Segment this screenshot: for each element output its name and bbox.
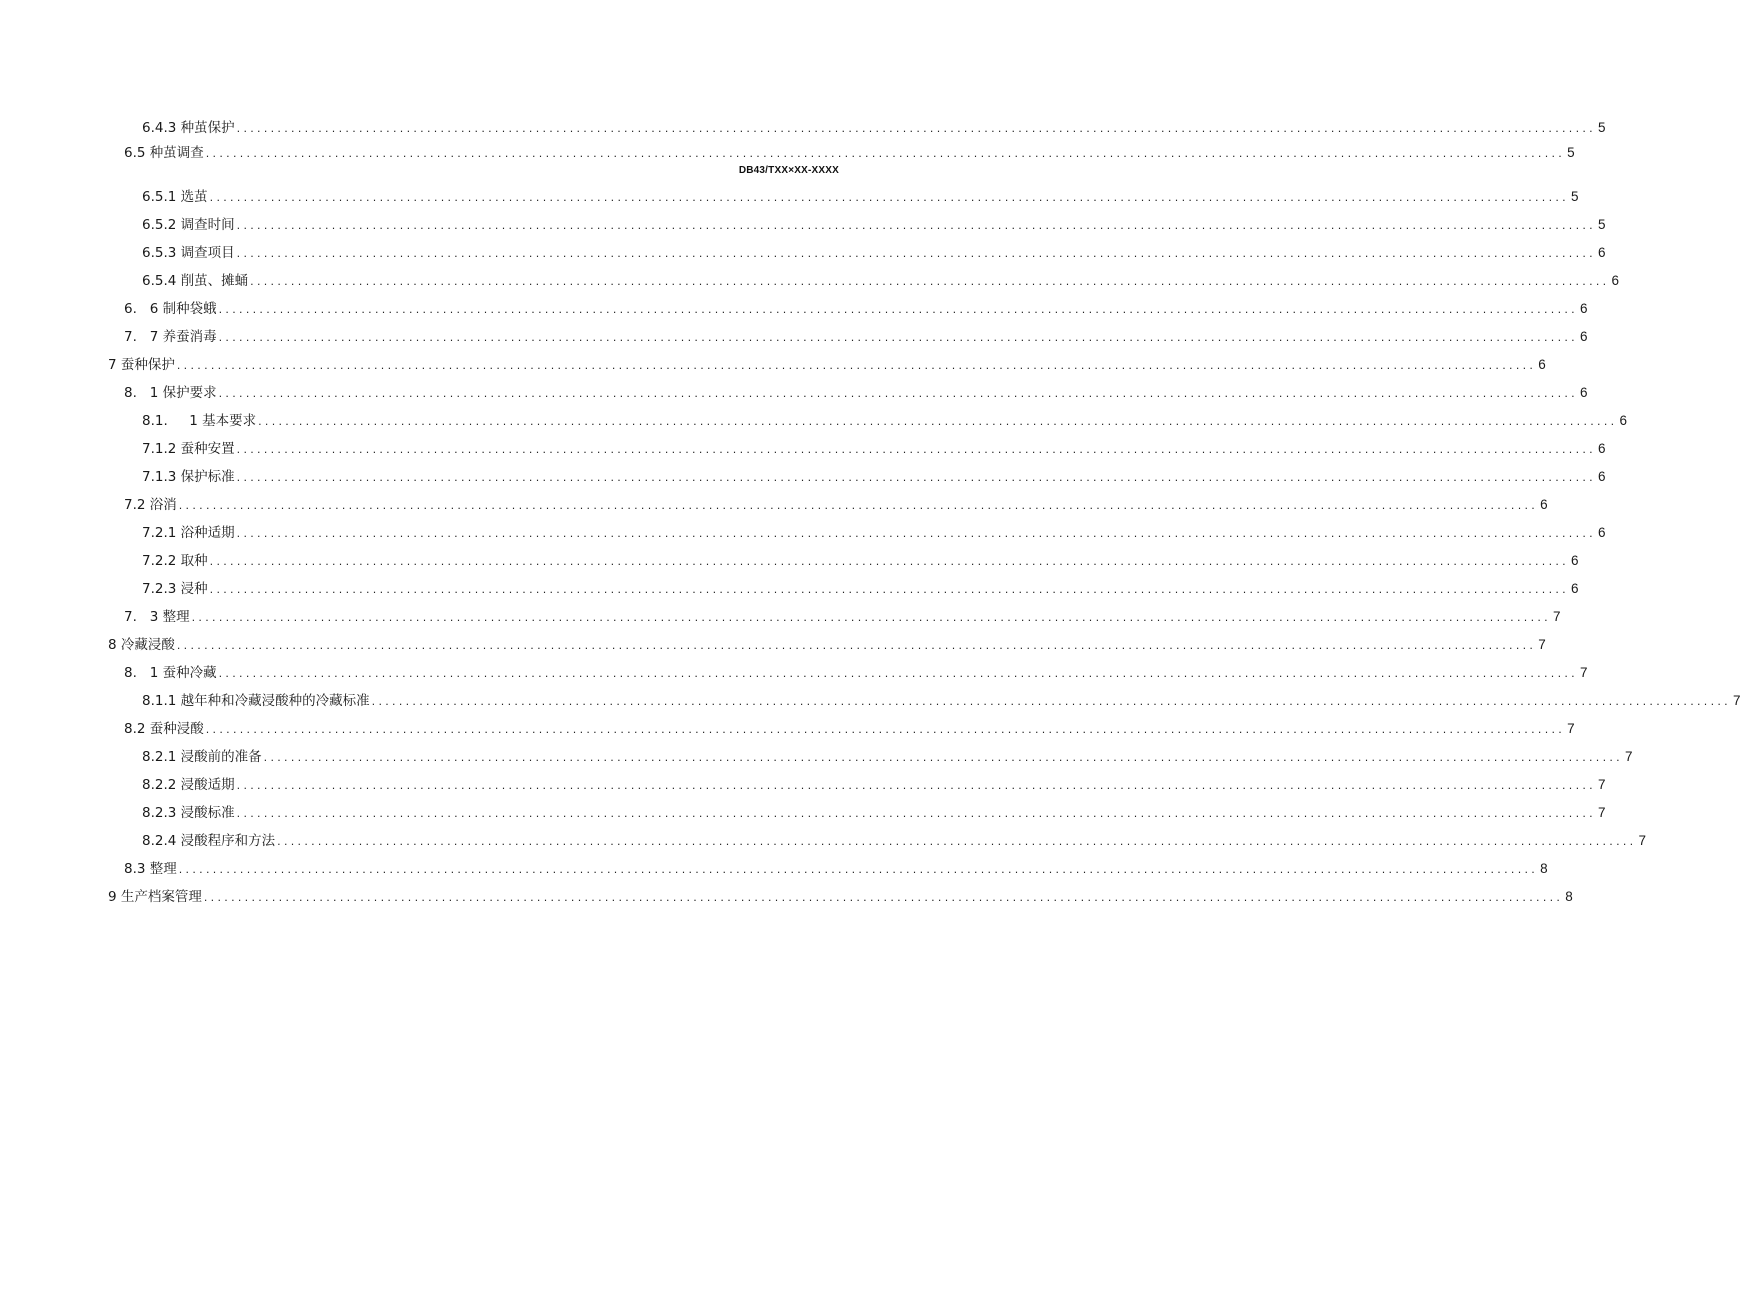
toc-page-number: 6	[1579, 385, 1588, 400]
toc-page-number: 7	[1538, 637, 1546, 652]
toc-entry-label: 7. 3 整理	[124, 609, 190, 625]
toc-page-number: 7	[1624, 749, 1633, 764]
dot-leader: ........................................................................................................................................................................................................	[205, 147, 1566, 160]
toc-entry-label: 8.1. 1 基本要求	[142, 413, 257, 429]
toc-entry[interactable]	[108, 887, 1573, 907]
dot-leader: ........................................................................................................................................................................................................	[218, 303, 1578, 316]
toc-entry-label: 7. 7 养蚕消毒	[124, 329, 217, 345]
toc-entry-label: 7.2.2 取种	[142, 553, 208, 569]
toc-entry-label: 6.5.3 调查项目	[142, 245, 235, 261]
toc-entry-label: 8.2.3 浸酸标准	[142, 805, 235, 821]
toc-page-number: 5	[1570, 189, 1579, 204]
toc-entry[interactable]	[142, 411, 1627, 431]
toc-entry[interactable]	[142, 775, 1606, 795]
dot-leader: ........................................................................................................................................................................................................	[263, 751, 1623, 764]
document-code: DB43/TXX×XX-XXXX	[738, 165, 839, 176]
dot-leader: ........................................................................................................................................................................................................	[209, 555, 1569, 568]
dot-leader: ........................................................................................................................................................................................................	[218, 667, 1578, 680]
dot-leader: ........................................................................................................................................................................................................	[203, 891, 1564, 904]
toc-entry[interactable]	[142, 467, 1606, 487]
toc-page-number: 6	[1597, 245, 1606, 260]
toc-entry[interactable]	[142, 271, 1619, 291]
toc-page-number: 8	[1540, 861, 1548, 876]
dot-leader: ........................................................................................................................................................................................................	[250, 275, 1610, 288]
toc-entry[interactable]	[142, 551, 1579, 571]
toc-entry[interactable]	[108, 355, 1546, 375]
dot-leader: ........................................................................................................................................................................................................	[236, 471, 1596, 484]
toc-entry[interactable]	[142, 747, 1633, 767]
toc-page-number: 7	[1552, 609, 1561, 624]
toc-page-number: 6	[1597, 469, 1606, 484]
dot-leader: ........................................................................................................................................................................................................	[371, 695, 1731, 708]
toc-entry-label: 8.2.1 浸酸前的准备	[142, 749, 262, 765]
toc-page-number: 7	[1732, 693, 1741, 708]
dot-leader: ........................................................................................................................................................................................................	[236, 122, 1596, 135]
toc-entry[interactable]	[142, 439, 1606, 459]
toc-entry[interactable]	[124, 299, 1588, 319]
toc-entry-label: 8 冷藏浸酸	[108, 637, 175, 653]
toc-entry[interactable]	[124, 383, 1588, 403]
dot-leader: ........................................................................................................................................................................................................	[258, 415, 1618, 428]
toc-entry[interactable]	[124, 663, 1588, 683]
toc-page-number: 5	[1597, 120, 1606, 135]
toc-page-number: 6	[1579, 301, 1588, 316]
toc-entry[interactable]	[124, 143, 1575, 163]
toc-entry[interactable]	[142, 215, 1606, 235]
dot-leader: ........................................................................................................................................................................................................	[176, 639, 1537, 652]
toc-page-number: 7	[1579, 665, 1588, 680]
toc-entry[interactable]	[124, 495, 1548, 515]
toc-entry-label: 8.1.1 越年种和冷藏浸酸种的冷藏标准	[142, 693, 370, 709]
toc-entry-label: 7.1.2 蚕种安置	[142, 441, 235, 457]
toc-entry[interactable]	[108, 635, 1546, 655]
toc-page-number: 5	[1597, 217, 1606, 232]
toc-entry-label: 6.5.4 削茧、摊蛹	[142, 273, 249, 289]
dot-leader: ........................................................................................................................................................................................................	[236, 807, 1596, 820]
toc-page-number: 6	[1597, 525, 1606, 540]
toc-page-number: 6	[1540, 497, 1548, 512]
dot-leader: ........................................................................................................................................................................................................	[236, 779, 1596, 792]
toc-entry[interactable]	[142, 187, 1579, 207]
dot-leader: ........................................................................................................................................................................................................	[209, 583, 1569, 596]
dot-leader: ........................................................................................................................................................................................................	[218, 331, 1578, 344]
toc-entry-label: 8.2.2 浸酸适期	[142, 777, 235, 793]
toc-entry-label: 6. 6 制种袋蛾	[124, 301, 217, 317]
toc-page-number: 6	[1611, 273, 1619, 288]
dot-leader: ........................................................................................................................................................................................................	[191, 611, 1551, 624]
toc-entry-label: 6.5.2 调查时间	[142, 217, 235, 233]
toc-page-number: 7	[1597, 777, 1606, 792]
dot-leader: ........................................................................................................................................................................................................	[236, 443, 1596, 456]
dot-leader: ........................................................................................................................................................................................................	[236, 527, 1596, 540]
dot-leader: ........................................................................................................................................................................................................	[236, 219, 1596, 232]
dot-leader: ........................................................................................................................................................................................................	[178, 863, 1539, 876]
dot-leader: ........................................................................................................................................................................................................	[236, 247, 1596, 260]
toc-page-number: 6	[1570, 553, 1579, 568]
toc-entry[interactable]	[124, 327, 1588, 347]
toc-entry[interactable]	[142, 803, 1606, 823]
toc-page-number: 6	[1570, 581, 1579, 596]
toc-entry[interactable]	[142, 118, 1606, 138]
toc-entry-label: 6.5.1 选茧	[142, 189, 208, 205]
dot-leader: ........................................................................................................................................................................................................	[218, 387, 1578, 400]
toc-entry-label: 9 生产档案管理	[108, 889, 202, 905]
toc-page-number: 6	[1538, 357, 1546, 372]
toc-entry[interactable]	[124, 607, 1561, 627]
toc-entry-label: 6.4.3 种茧保护	[142, 120, 235, 136]
toc-entry-label: 7.2.3 浸种	[142, 581, 208, 597]
toc-entry-label: 7.2 浴消	[124, 497, 177, 513]
dot-leader: ........................................................................................................................................................................................................	[178, 499, 1539, 512]
toc-entry-label: 7.1.3 保护标准	[142, 469, 235, 485]
dot-leader: ........................................................................................................................................................................................................	[205, 723, 1566, 736]
toc-page-number: 7	[1597, 805, 1606, 820]
toc-entry-label: 8. 1 蚕种冷藏	[124, 665, 217, 681]
toc-entry[interactable]	[142, 691, 1741, 711]
toc-entry-label: 6.5 种茧调查	[124, 145, 204, 161]
toc-page-number: 7	[1638, 833, 1646, 848]
toc-page-number: 6	[1619, 413, 1627, 428]
dot-leader: ........................................................................................................................................................................................................	[209, 191, 1569, 204]
toc-entry-label: 7 蚕种保护	[108, 357, 175, 373]
toc-page-number: 6	[1597, 441, 1606, 456]
toc-entry[interactable]	[142, 579, 1579, 599]
toc-entry[interactable]	[142, 831, 1646, 851]
toc-entry-label: 8. 1 保护要求	[124, 385, 217, 401]
toc-entry-label: 7.2.1 浴种适期	[142, 525, 235, 541]
toc-entry[interactable]	[124, 719, 1575, 739]
toc-entry[interactable]	[142, 523, 1606, 543]
toc-entry[interactable]	[142, 243, 1606, 263]
toc-page-number: 8	[1565, 889, 1573, 904]
toc-page-number: 7	[1567, 721, 1575, 736]
toc-entry-label: 8.3 整理	[124, 861, 177, 877]
toc-entry-label: 8.2 蚕种浸酸	[124, 721, 204, 737]
dot-leader: ........................................................................................................................................................................................................	[277, 835, 1637, 848]
toc-entry[interactable]	[124, 859, 1548, 879]
toc-entry-label: 8.2.4 浸酸程序和方法	[142, 833, 276, 849]
toc-page-number: 5	[1567, 145, 1575, 160]
dot-leader: ........................................................................................................................................................................................................	[176, 359, 1537, 372]
toc-page-number: 6	[1579, 329, 1588, 344]
